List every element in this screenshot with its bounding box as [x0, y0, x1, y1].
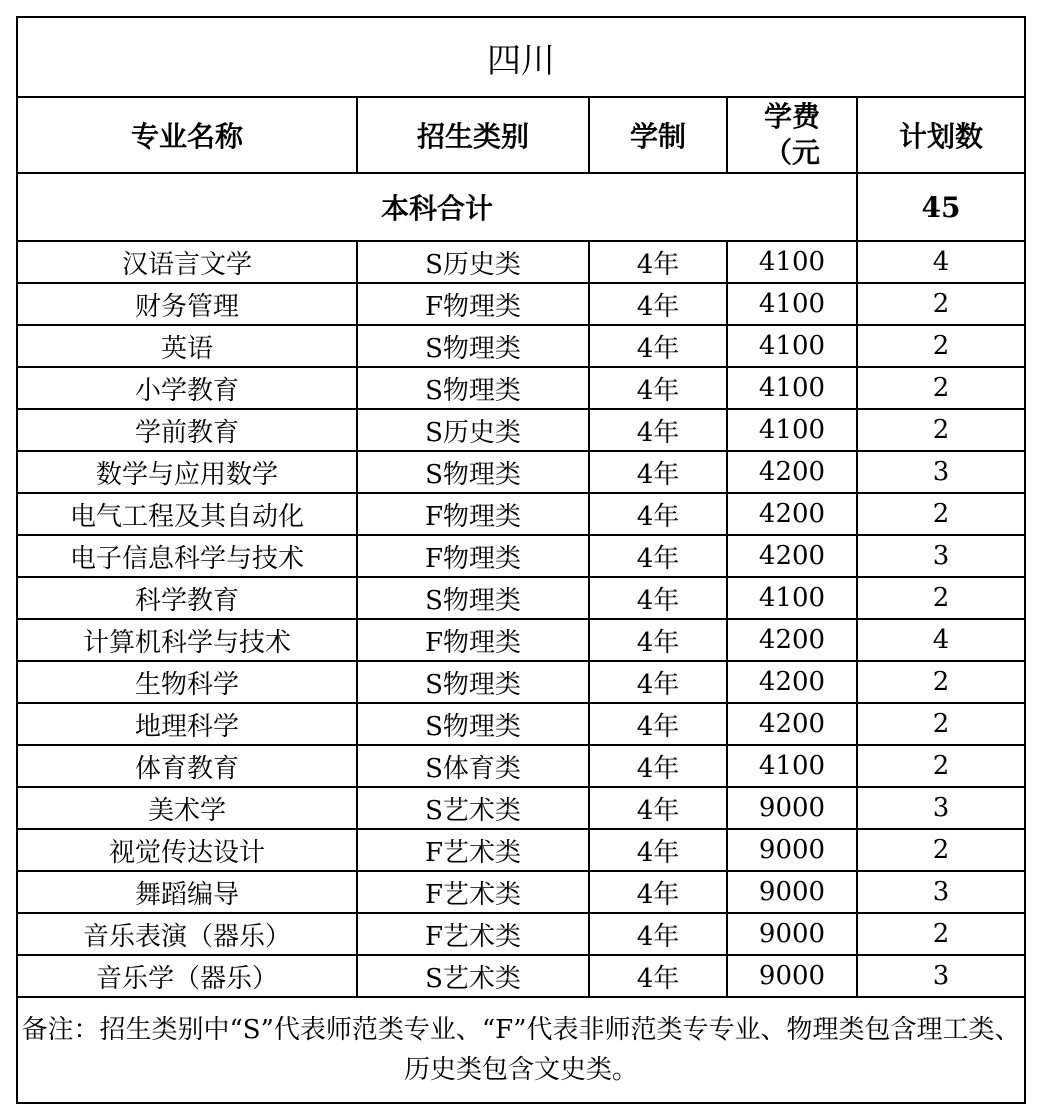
cell-major: 英语: [17, 325, 357, 367]
cell-category: S物理类: [357, 661, 589, 703]
table-row: [17, 829, 1025, 871]
cell-plan: 2: [857, 493, 1025, 535]
cell-category: S物理类: [357, 451, 589, 493]
cell-duration: 4年: [589, 913, 727, 955]
cell-fee: 4100: [727, 367, 857, 409]
cell-plan: 2: [857, 577, 1025, 619]
cell-plan: 4: [857, 619, 1025, 661]
cell-fee: 9000: [727, 829, 857, 871]
table-row: [17, 703, 1025, 745]
cell-fee: 4200: [727, 451, 857, 493]
cell-plan: 2: [857, 283, 1025, 325]
cell-major: 电子信息科学与技术: [17, 535, 357, 577]
cell-duration: 4年: [589, 619, 727, 661]
cell-duration: 4年: [589, 703, 727, 745]
cell-fee: 9000: [727, 871, 857, 913]
header-fee-line1: 学费: [763, 100, 820, 133]
header-fee-line2: （元: [763, 136, 820, 169]
cell-fee: 4100: [727, 325, 857, 367]
cell-plan: 3: [857, 871, 1025, 913]
cell-major: 汉语言文学: [17, 241, 357, 283]
cell-major: 音乐学（器乐）: [17, 955, 357, 997]
cell-fee: 4200: [727, 661, 857, 703]
cell-major: 视觉传达设计: [17, 829, 357, 871]
cell-category: S体育类: [357, 745, 589, 787]
table-row: [17, 325, 1025, 367]
cell-duration: 4年: [589, 241, 727, 283]
cell-plan: 2: [857, 409, 1025, 451]
cell-plan: 2: [857, 325, 1025, 367]
table-row: [17, 535, 1025, 577]
cell-duration: 4年: [589, 451, 727, 493]
cell-category: F物理类: [357, 283, 589, 325]
table-row: [17, 787, 1025, 829]
total-label: 本科合计: [17, 173, 857, 241]
cell-duration: 4年: [589, 535, 727, 577]
cell-fee: 9000: [727, 787, 857, 829]
cell-fee: 4100: [727, 745, 857, 787]
cell-fee: 4100: [727, 409, 857, 451]
table-row: [17, 661, 1025, 703]
cell-category: S艺术类: [357, 955, 589, 997]
cell-duration: 4年: [589, 493, 727, 535]
cell-major: 数学与应用数学: [17, 451, 357, 493]
cell-fee: 4100: [727, 241, 857, 283]
table-row: [17, 955, 1025, 997]
cell-category: S艺术类: [357, 787, 589, 829]
cell-plan: 2: [857, 745, 1025, 787]
table-row: [17, 745, 1025, 787]
cell-major: 财务管理: [17, 283, 357, 325]
total-row: [17, 173, 1025, 241]
cell-plan: 2: [857, 829, 1025, 871]
table-row: [17, 241, 1025, 283]
cell-plan: 2: [857, 703, 1025, 745]
cell-category: S物理类: [357, 703, 589, 745]
cell-major: 舞蹈编导: [17, 871, 357, 913]
table-row: [17, 451, 1025, 493]
cell-fee: 4100: [727, 577, 857, 619]
cell-category: F物理类: [357, 619, 589, 661]
cell-plan: 3: [857, 535, 1025, 577]
cell-category: F艺术类: [357, 829, 589, 871]
cell-fee: 9000: [727, 955, 857, 997]
cell-category: S历史类: [357, 409, 589, 451]
cell-duration: 4年: [589, 871, 727, 913]
cell-category: F物理类: [357, 493, 589, 535]
cell-duration: 4年: [589, 829, 727, 871]
cell-major: 地理科学: [17, 703, 357, 745]
note-text: 备注：招生类别中“S”代表师范类专业、“F”代表非师范类专专业、物理类包含理工类、历史类包含文史类。: [17, 997, 1025, 1103]
table-row: [17, 493, 1025, 535]
table-title: 四川: [17, 17, 1025, 97]
admission-plan-table: [16, 16, 1026, 1104]
table-row: [17, 913, 1025, 955]
cell-category: F物理类: [357, 535, 589, 577]
cell-major: 音乐表演（器乐）: [17, 913, 357, 955]
cell-category: S物理类: [357, 577, 589, 619]
cell-duration: 4年: [589, 325, 727, 367]
cell-plan: 2: [857, 367, 1025, 409]
cell-fee: 4200: [727, 535, 857, 577]
cell-category: S物理类: [357, 325, 589, 367]
cell-category: S物理类: [357, 367, 589, 409]
cell-major: 科学教育: [17, 577, 357, 619]
cell-major: 体育教育: [17, 745, 357, 787]
table-row: [17, 577, 1025, 619]
cell-major: 计算机科学与技术: [17, 619, 357, 661]
header-major: 专业名称: [17, 97, 357, 173]
header-category: 招生类别: [357, 97, 589, 173]
cell-fee: 4200: [727, 703, 857, 745]
cell-fee: 4200: [727, 619, 857, 661]
cell-fee: 4200: [727, 493, 857, 535]
table-row: [17, 871, 1025, 913]
note-row: [17, 997, 1025, 1103]
cell-duration: 4年: [589, 787, 727, 829]
cell-fee: 9000: [727, 913, 857, 955]
title-row: [17, 17, 1025, 97]
header-row: [17, 97, 1025, 173]
header-duration: 学制: [589, 97, 727, 173]
cell-duration: 4年: [589, 283, 727, 325]
cell-duration: 4年: [589, 955, 727, 997]
cell-plan: 3: [857, 955, 1025, 997]
cell-duration: 4年: [589, 409, 727, 451]
cell-plan: 3: [857, 451, 1025, 493]
cell-major: 小学教育: [17, 367, 357, 409]
header-plan: 计划数: [857, 97, 1025, 173]
cell-plan: 4: [857, 241, 1025, 283]
cell-major: 生物科学: [17, 661, 357, 703]
cell-major: 电气工程及其自动化: [17, 493, 357, 535]
cell-plan: 2: [857, 661, 1025, 703]
cell-category: F艺术类: [357, 871, 589, 913]
table-row: [17, 367, 1025, 409]
table-row: [17, 283, 1025, 325]
cell-duration: 4年: [589, 661, 727, 703]
cell-major: 美术学: [17, 787, 357, 829]
cell-duration: 4年: [589, 577, 727, 619]
cell-category: S历史类: [357, 241, 589, 283]
header-fee: [727, 97, 857, 173]
table-row: [17, 409, 1025, 451]
cell-major: 学前教育: [17, 409, 357, 451]
cell-duration: 4年: [589, 745, 727, 787]
table-row: [17, 619, 1025, 661]
cell-category: F艺术类: [357, 913, 589, 955]
cell-plan: 2: [857, 913, 1025, 955]
cell-duration: 4年: [589, 367, 727, 409]
cell-plan: 3: [857, 787, 1025, 829]
cell-fee: 4100: [727, 283, 857, 325]
total-value: 45: [857, 173, 1025, 241]
